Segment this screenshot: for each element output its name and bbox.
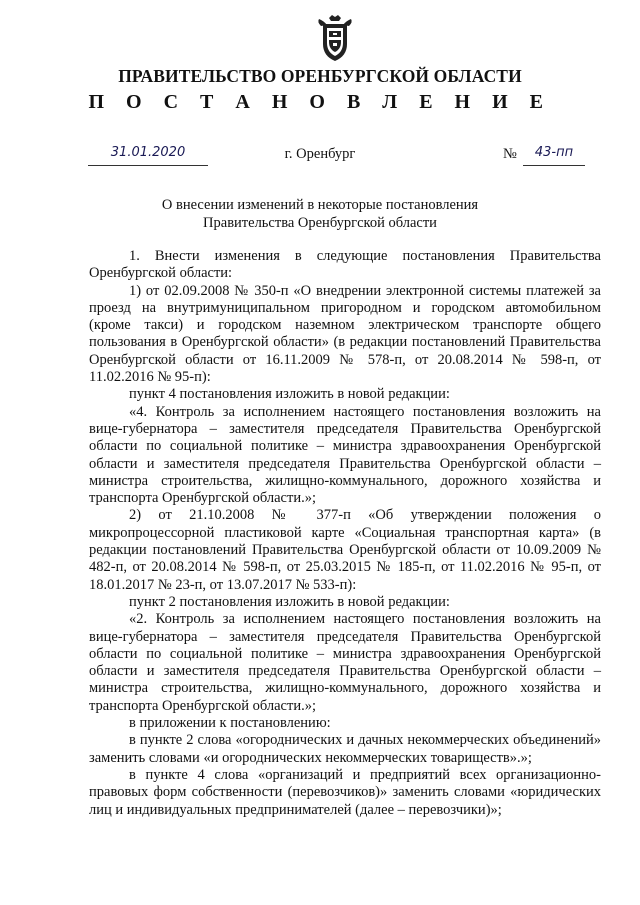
coat-of-arms-icon (315, 14, 355, 64)
title-line-1: О внесении изменений в некоторые постановления (161, 197, 479, 213)
document-number: 43-пп (523, 145, 585, 166)
paragraph: в пункте 2 слова «огороднических и дачных некоммерческих объединений» заменить словами «и огороднических некоммерческих товариществ».»; (89, 732, 601, 766)
document-body (89, 248, 601, 819)
title-line-2: Правительства Оренбургской области (203, 215, 437, 231)
paragraph: в приложении к постановлению: (129, 715, 331, 732)
paragraph: в пункте 4 слова «организаций и предприятий всех организационно-правовых форм собственности (перевозчиков)» заменить словами «юридических лиц и индивидуальных предпринимателей (далее – перевозчики)»; (89, 766, 601, 818)
paragraph: пункт 2 постановления изложить в новой редакции: (129, 593, 450, 610)
number-label: № (503, 146, 517, 162)
document-city: г. Оренбург (284, 146, 356, 162)
document-type: П О С Т А Н О В Л Е Н И Е (88, 91, 552, 113)
document-title (0, 196, 640, 232)
paragraph: «4. Контроль за исполнением настоящего постановления возложить на вице-губернатора – заместителя председателя Правительства Оренбургской области по социальной политике – министра здравоохранения Оренбургской области и заместителя председателя Правительства Оренбургской области – министра строительства, жилищно-коммунального, дорожного хозяйства и транспорта Оренбургской области.»; (89, 403, 601, 507)
paragraph: 2) от 21.10.2008 № 377-п «Об утверждении положения о микропроцессорной пластиковой карте «Социальная транспортная карта» (в редакции постановлений Правительства Оренбургской области от 10.09.2009 № 482-п, от 20.08.2014 № 598-п, от 25.03.2015 № 185-п, от 11.02.2016 № 95-п, от 18.01.2017 № 23-п, от 13.07.2017 № 533-п): (89, 507, 601, 593)
paragraph: 1) от 02.09.2008 № 350-п «О внедрении электронной системы платежей за проезд на внутримуниципальном пригородном и городском автомобильном (кроме такси) и городском наземном электрическом транспорте общего пользования в Оренбургской области» (в редакции постановлений Правительства Оренбургской области от 16.11.2009 № 578-п, от 20.08.2014 № 598-п, от 11.02.2016 № 95-п): (89, 282, 601, 386)
paragraph: 1. Внести изменения в следующие постановления Правительства Оренбургской области: (89, 248, 601, 282)
document-date: 31.01.2020 (88, 145, 208, 166)
paragraph: «2. Контроль за исполнением настоящего постановления возложить на вице-губернатора – заместителя председателя Правительства Оренбургской области по социальной политике – министра здравоохранения Оренбургской области и заместителя председателя Правительства Оренбургской области – министра строительства, жилищно-коммунального, дорожного хозяйства и транспорта Оренбургской области.»; (89, 611, 601, 714)
organization-name: ПРАВИТЕЛЬСТВО ОРЕНБУРГСКОЙ ОБЛАСТИ (118, 66, 522, 86)
paragraph: пункт 4 постановления изложить в новой редакции: (129, 386, 450, 403)
